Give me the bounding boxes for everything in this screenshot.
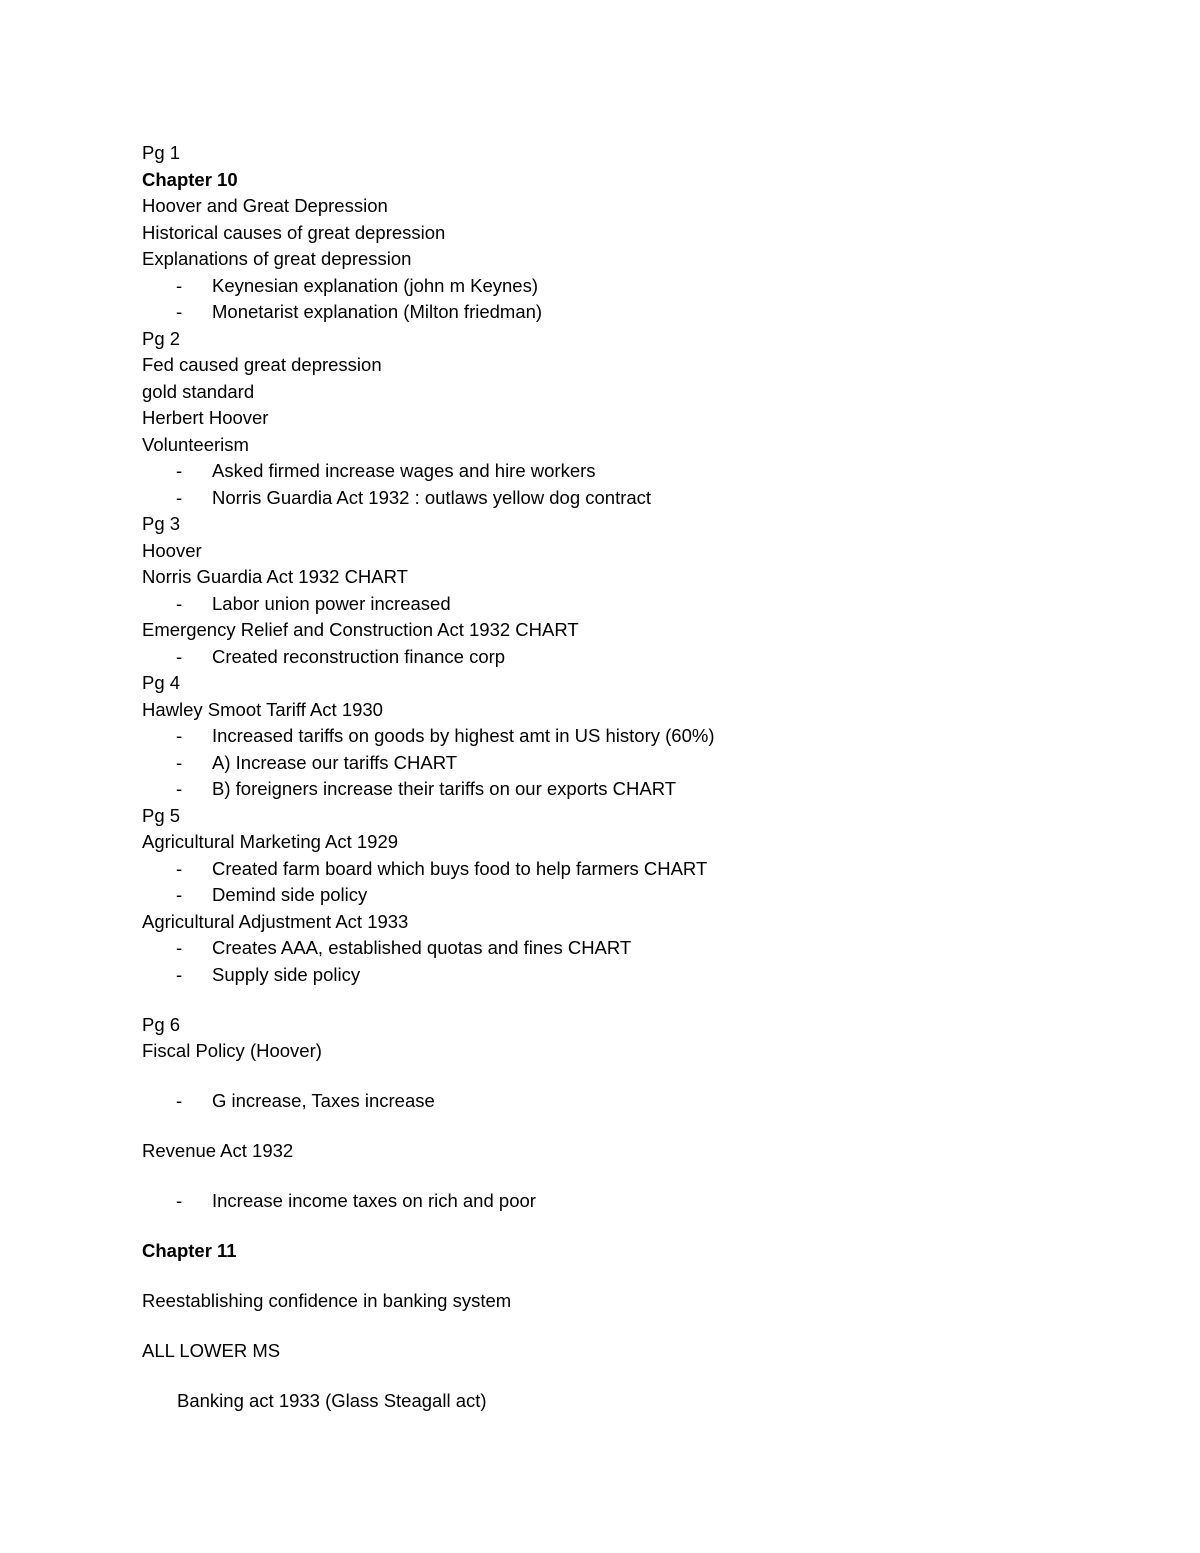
text-line: Pg 5 — [142, 804, 181, 826]
text-line: Emergency Relief and Construction Act 1932 CHART — [142, 619, 579, 640]
bullet-item — [142, 723, 1102, 750]
bullet-item — [142, 1088, 1102, 1115]
paragraph-gap — [142, 1165, 1102, 1189]
bullet-dash: - — [176, 1090, 183, 1111]
paragraph-gap — [142, 1315, 1102, 1339]
bullet-item — [142, 856, 1102, 883]
paragraph-gap — [142, 1115, 1102, 1139]
bullet-text: Demind side policy — [212, 884, 368, 905]
bullet-item — [142, 458, 1102, 485]
document-page — [142, 140, 1102, 1415]
text-line: Agricultural Adjustment Act 1933 — [142, 910, 409, 932]
text-line: Hoover — [142, 539, 202, 561]
bullet-dash: - — [176, 592, 183, 614]
bullet-dash: - — [176, 937, 183, 958]
bullet-dash: - — [176, 778, 183, 799]
bullet-item — [142, 935, 1102, 962]
bullet-text: Keynesian explanation (john m Keynes) — [212, 274, 538, 296]
text-line: Pg 4 — [142, 672, 181, 693]
bullet-item — [142, 591, 1102, 618]
text-line: Volunteerism — [142, 433, 249, 455]
text-line: Hoover and Great Depression — [142, 195, 388, 216]
bullet-text: Created reconstruction finance corp — [212, 645, 506, 667]
bullet-dash: - — [176, 857, 183, 879]
bullet-dash: - — [176, 725, 183, 746]
text-line: Fiscal Policy (Hoover) — [142, 1040, 322, 1061]
bullet-dash: - — [176, 301, 183, 322]
bullet-dash: - — [176, 751, 183, 773]
text-line: Revenue Act 1932 — [142, 1140, 294, 1161]
bullet-text: Creates AAA, established quotas and fines CHART — [212, 937, 632, 958]
bullet-text: Monetarist explanation (Milton friedman) — [212, 301, 543, 322]
bullet-item — [142, 299, 1102, 326]
text-line: Fed caused great depression — [142, 354, 382, 375]
paragraph-gap — [142, 1065, 1102, 1089]
bullet-item — [142, 273, 1102, 300]
bullet-dash: - — [176, 486, 183, 508]
text-line: Pg 6 — [142, 1013, 181, 1035]
paragraph-gap — [142, 988, 1102, 1012]
text-line: Reestablishing confidence in banking system — [142, 1290, 512, 1311]
paragraph-gap — [142, 1215, 1102, 1239]
text-line: Agricultural Marketing Act 1929 — [142, 831, 399, 852]
text-line: Explanations of great depression — [142, 248, 412, 269]
bullet-text: Norris Guardia Act 1932 : outlaws yellow dog contract — [212, 486, 652, 508]
bullet-dash: - — [176, 274, 183, 296]
text-line: Pg 2 — [142, 327, 181, 349]
bullet-text: B) foreigners increase their tariffs on our exports CHART — [212, 778, 677, 799]
paragraph-gap — [142, 1265, 1102, 1289]
bullet-item — [142, 776, 1102, 803]
bullet-text: G increase, Taxes increase — [212, 1090, 435, 1111]
bullet-item — [142, 485, 1102, 512]
text-line: ALL LOWER MS — [142, 1340, 281, 1361]
bullet-item — [142, 750, 1102, 777]
bullet-text: Created farm board which buys food to help farmers CHART — [212, 857, 708, 879]
text-line: Herbert Hoover — [142, 407, 269, 428]
bullet-dash: - — [176, 645, 183, 667]
bullet-text: Supply side policy — [212, 963, 361, 985]
bullet-dash: - — [176, 1190, 183, 1211]
indented-line: Banking act 1933 (Glass Steagall act) — [177, 1390, 487, 1411]
text-line: Historical causes of great depression — [142, 221, 446, 243]
bullet-text: Labor union power increased — [212, 592, 451, 614]
bullet-text: Increase income taxes on rich and poor — [212, 1190, 536, 1211]
bullet-dash: - — [176, 460, 183, 481]
text-line: Pg 1 — [142, 142, 181, 163]
bullet-text: Increased tariffs on goods by highest amt in US history (60%) — [212, 725, 715, 746]
paragraph-gap — [142, 1365, 1102, 1389]
text-line: Hawley Smoot Tariff Act 1930 — [142, 698, 383, 720]
bullet-text: Asked firmed increase wages and hire workers — [212, 460, 596, 481]
bullet-item — [142, 644, 1102, 671]
chapter-heading: Chapter 11 — [142, 1240, 237, 1261]
text-line: Pg 3 — [142, 513, 181, 534]
bullet-dash: - — [176, 884, 183, 905]
bullet-item — [142, 882, 1102, 909]
chapter-heading: Chapter 10 — [142, 168, 238, 190]
bullet-text: A) Increase our tariffs CHART — [212, 751, 458, 773]
text-line: Norris Guardia Act 1932 CHART — [142, 566, 408, 587]
bullet-item — [142, 962, 1102, 989]
bullet-dash: - — [176, 963, 183, 985]
bullet-item — [142, 1188, 1102, 1215]
text-line: gold standard — [142, 380, 255, 402]
